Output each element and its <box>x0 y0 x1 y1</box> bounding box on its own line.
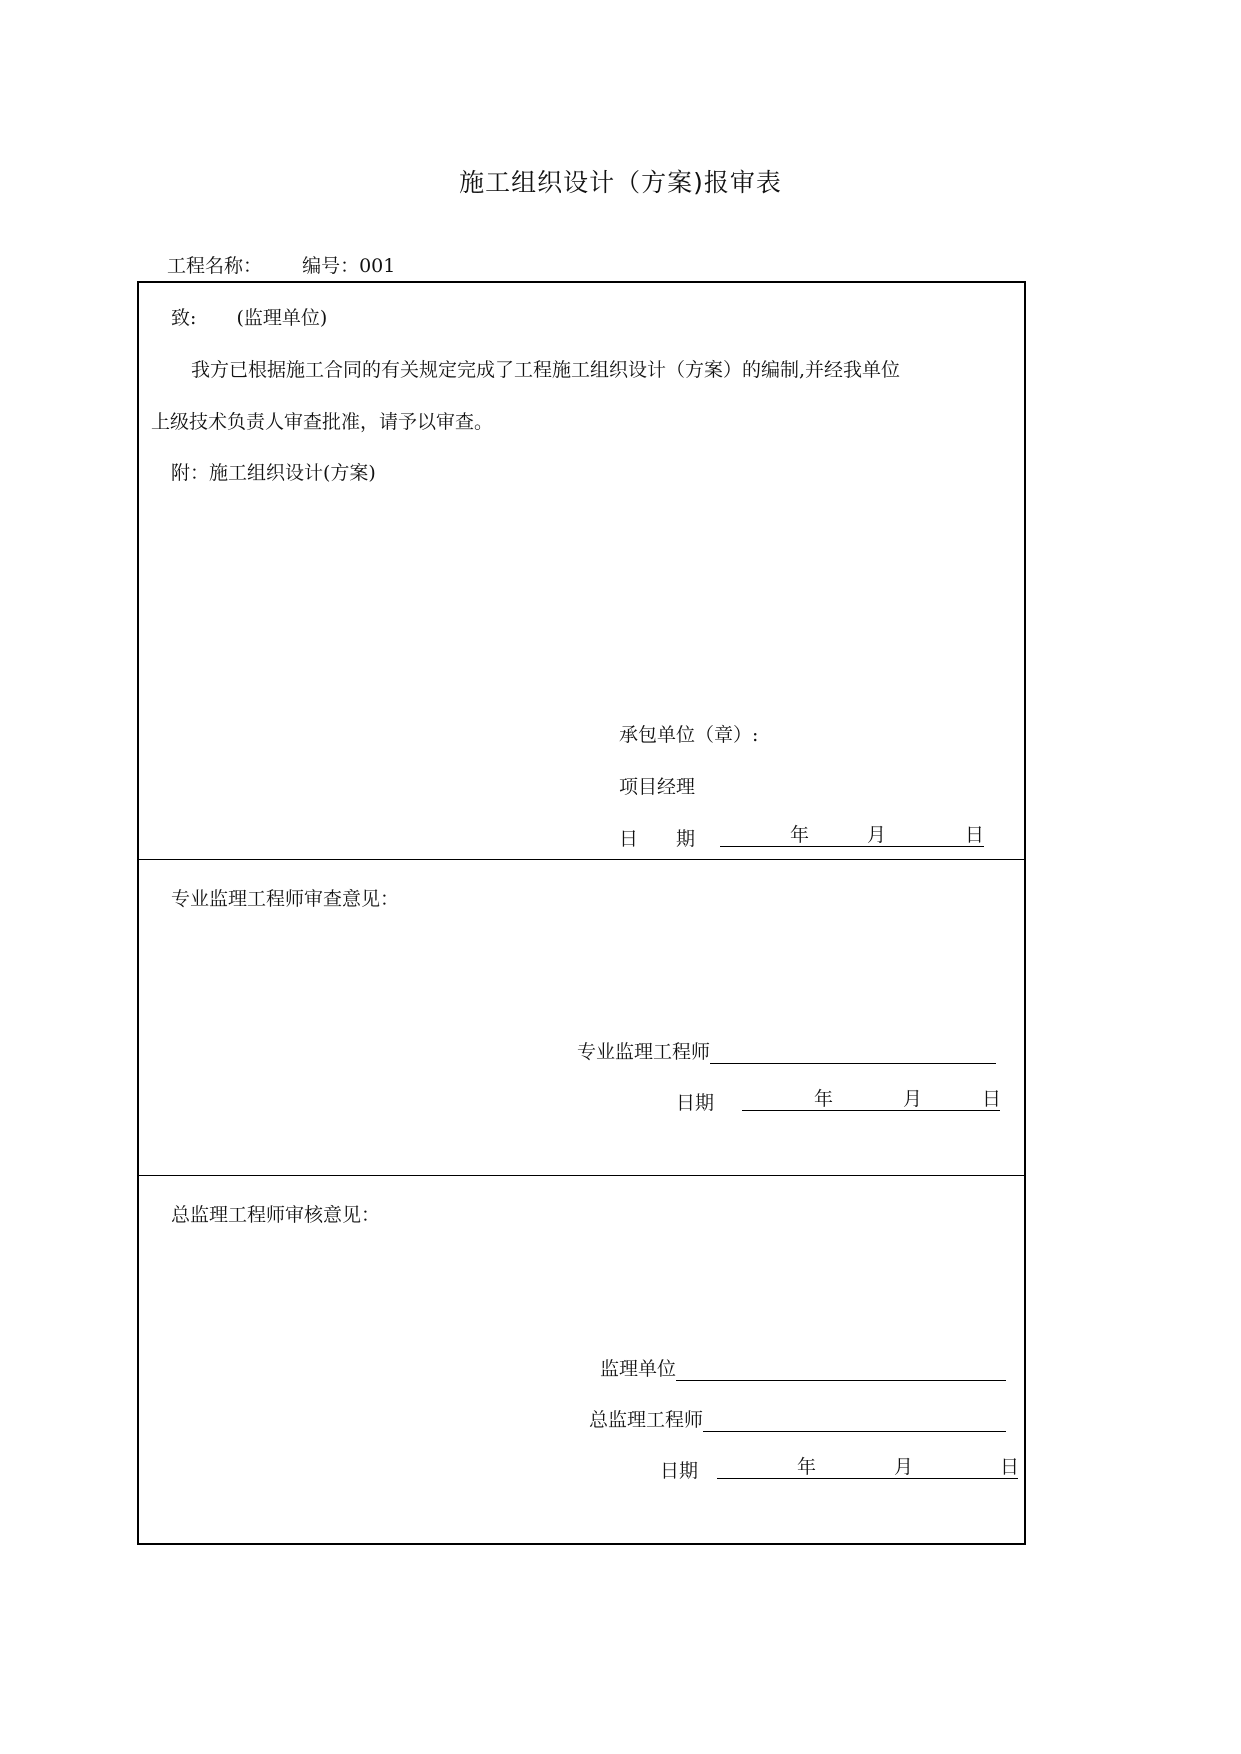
year-label: 年 <box>797 1456 817 1478</box>
day-label: 日 <box>965 824 985 846</box>
chief-opinion-heading: 总监理工程师审核意见： <box>171 1204 381 1226</box>
month-label: 月 <box>867 824 887 846</box>
day-label: 日 <box>982 1088 1002 1110</box>
specialist-signature-line <box>577 1037 996 1064</box>
submission-section <box>139 283 1024 860</box>
specialist-engineer-label: 专业监理工程师 <box>577 1041 711 1063</box>
year-label: 年 <box>814 1088 834 1110</box>
supervision-unit-line <box>600 1354 1006 1381</box>
addressee-line <box>171 303 327 330</box>
page-title: 施工组织设计（方案)报审表 <box>459 168 782 197</box>
month-label: 月 <box>894 1456 914 1478</box>
form-meta <box>167 251 429 278</box>
project-name-label: 工程名称： <box>167 255 263 277</box>
chief-date-label: 日期 <box>660 1460 699 1482</box>
specialist-date-field[interactable] <box>742 1084 1000 1111</box>
serial-number: 编号：001 <box>302 255 396 277</box>
review-form <box>137 281 1026 1545</box>
supervision-unit: (监理单位) <box>236 307 328 329</box>
chief-review-section <box>139 1176 1024 1545</box>
chief-engineer-signature-field[interactable] <box>703 1409 1006 1432</box>
chief-date-field[interactable] <box>717 1452 1018 1479</box>
supervision-unit-field[interactable] <box>676 1358 1006 1381</box>
year-label: 年 <box>790 824 810 846</box>
date-label: 日 期 <box>619 828 696 850</box>
specialist-date-label: 日期 <box>676 1092 715 1114</box>
to-label: 致: <box>171 307 197 329</box>
body-text-line-2: 上级技术负责人审查批准，请予以审查。 <box>151 411 494 433</box>
date-field[interactable] <box>720 820 984 847</box>
project-manager-label: 项目经理 <box>619 776 696 798</box>
chief-engineer-line <box>589 1405 1006 1432</box>
specialist-review-section <box>139 860 1024 1176</box>
month-label: 月 <box>903 1088 923 1110</box>
specialist-signature-field[interactable] <box>710 1041 996 1064</box>
attachment-line: 附：施工组织设计(方案) <box>171 462 376 484</box>
specialist-opinion-heading: 专业监理工程师审查意见： <box>171 888 400 910</box>
day-label: 日 <box>1000 1456 1020 1478</box>
chief-engineer-label: 总监理工程师 <box>589 1409 704 1431</box>
body-text-line-1: 我方已根据施工合同的有关规定完成了工程施工组织设计（方案）的编制,并经我单位 <box>191 359 901 381</box>
supervision-unit-label: 监理单位 <box>600 1358 677 1380</box>
contractor-seal-label: 承包单位（章）: <box>619 724 759 746</box>
